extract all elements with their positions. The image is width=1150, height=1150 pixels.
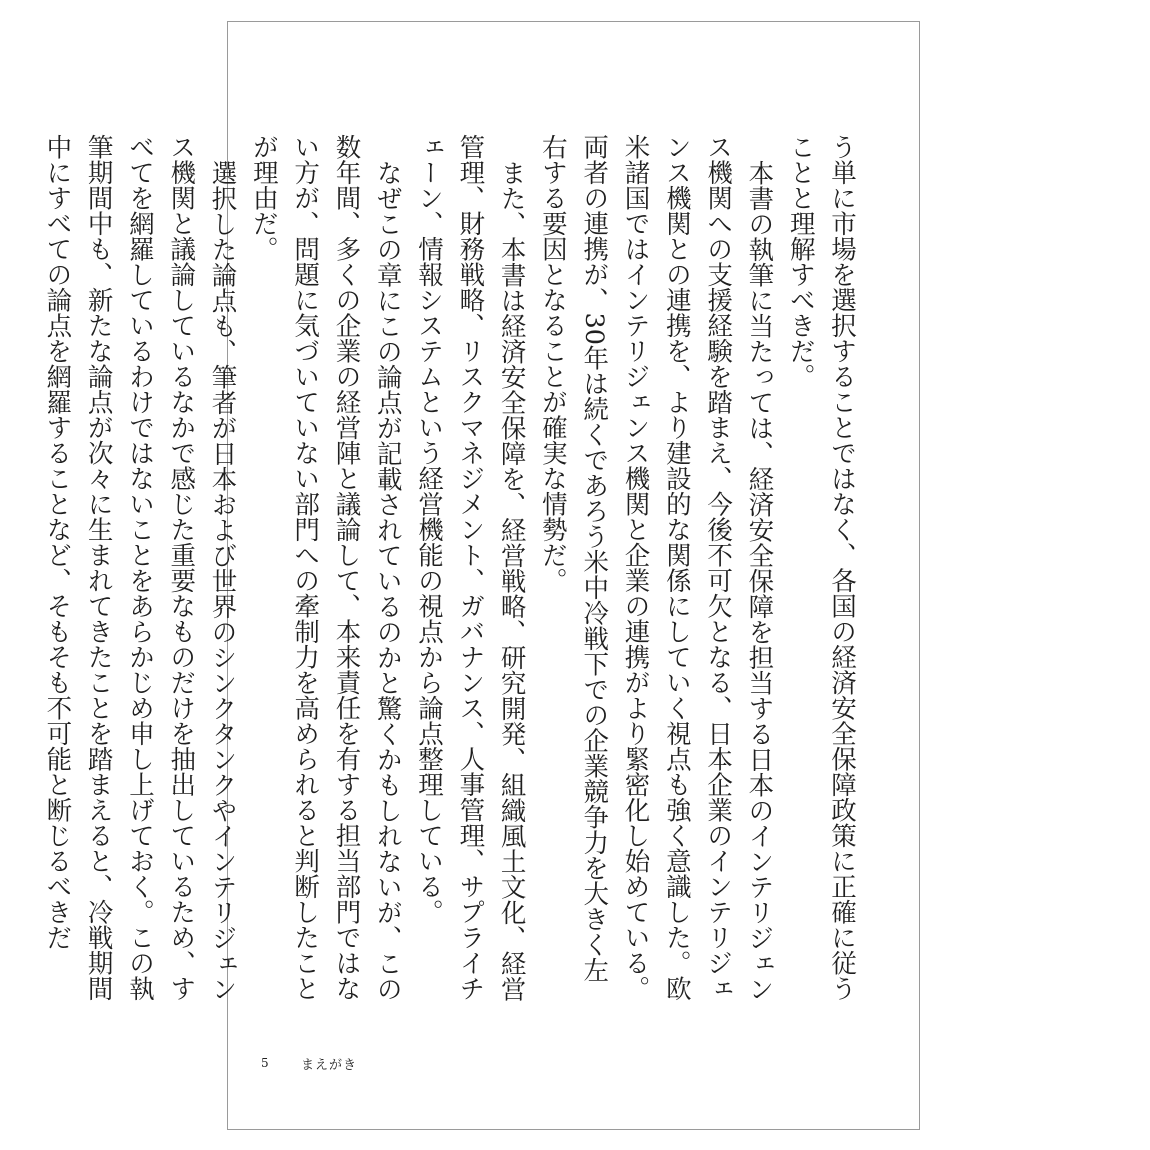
book-page: [42, 21, 920, 1130]
paragraph-3: また、本書は経済安全保障を、経営戦略、研究開発、組織風土文化、経営管理、財務戦略、リスクマネジメント、ガバナンス、人事管理、サプライチェーン、情報システムという経営機能の視点から論点整理している。: [414, 134, 527, 1001]
paragraph-2: 本書の執筆に当たっては、経済安全保障を担当する日本のインテリジェンス機関への支援経験を踏まえ、今後不可欠となる、日本企業のインテリジェンス機関との連携を、より建設的な関係にしていく視点も強く意識した。欧米諸国ではインテリジェンス機関と企業の連携がより緊密化し始めている。両者の連携が、30年は続くであろう米中冷戦下での企業競争力を大きく左右する要因となることが確実な情勢だ。: [537, 134, 775, 1001]
running-head: まえがき: [301, 1057, 358, 1073]
body-text: [42, 134, 862, 1004]
page-number: 5: [261, 1056, 269, 1070]
paragraph-1: う単に市場を選択することではなく、各国の経済安全保障政策に正確に従うことと理解すべきだ。: [785, 134, 857, 1001]
page-footer: [261, 1053, 357, 1073]
paragraph-5: 選択した論点も、筆者が日本および世界のシンクタンクやインテリジェンス機関と議論しているなかで感じた重要なものだけを抽出しているため、すべてを網羅しているわけではないことをあらかじめ申し上げておく。この執筆期間中も、新たな論点が次々に生まれてきたことを踏まえると、冷戦期間中にすべての論点を網羅することなど、そもそも不可能と断じるべきだ: [42, 134, 238, 1001]
paragraph-4: なぜこの章にこの論点が記載されているのかと驚くかもしれないが、この数年間、多くの企業の経営陣と議論して、本来責任を有する担当部門ではない方が、問題に気づいていない部門への牽制力を高められると判断したことが理由だ。: [248, 134, 403, 1001]
